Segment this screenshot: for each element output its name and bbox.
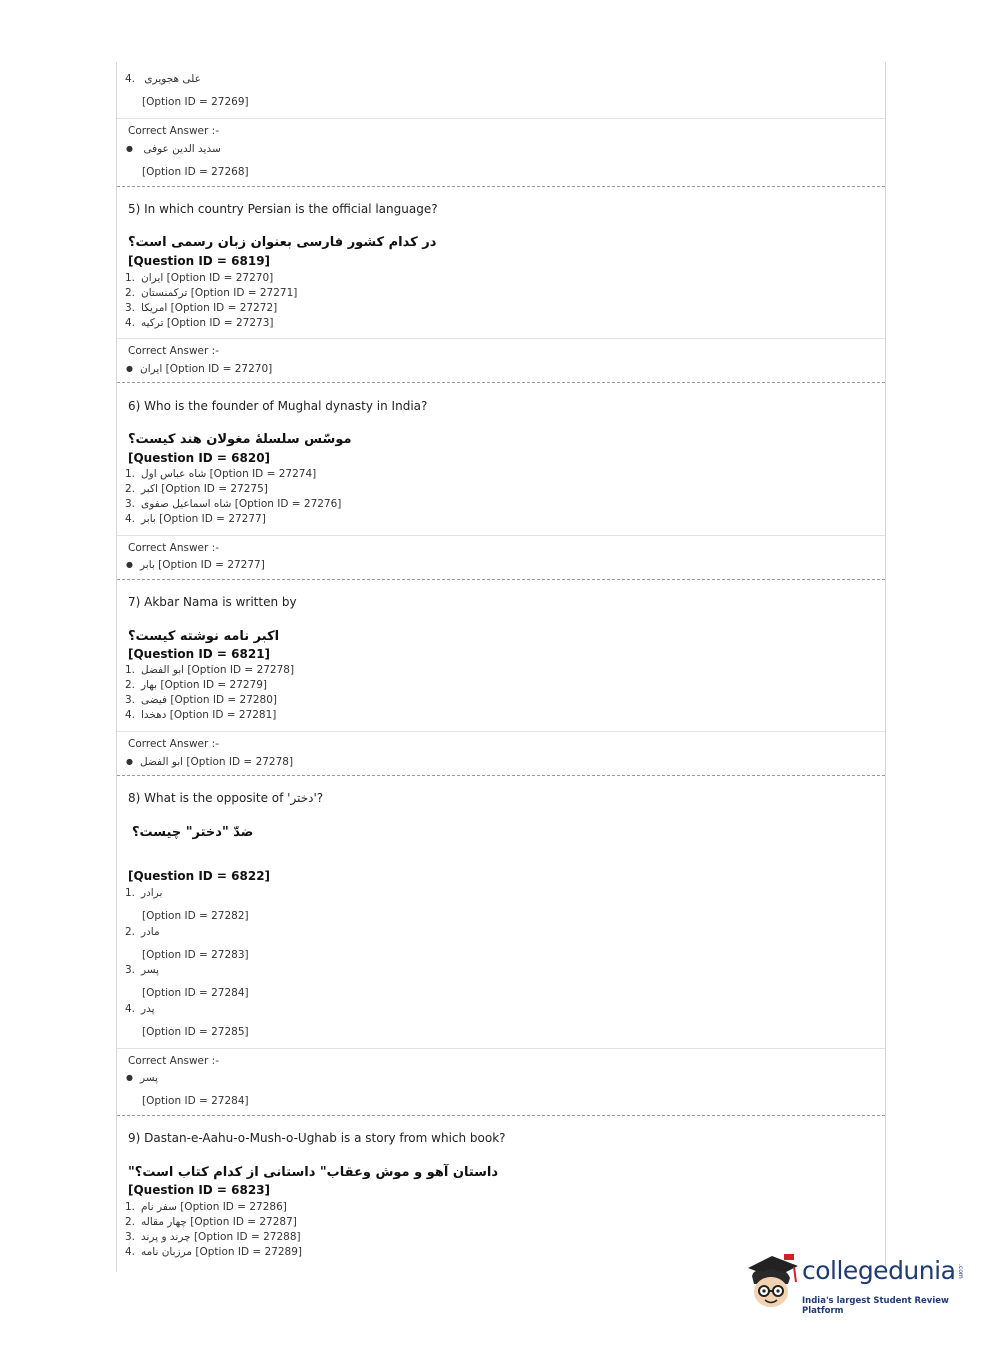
question-8-option-3-id: [Option ID = 27284]	[142, 987, 249, 999]
question-8-id: [Question ID = 6822]	[128, 869, 271, 883]
correct-answer-label: Correct Answer :-	[128, 345, 219, 357]
answer-divider	[117, 1048, 885, 1049]
question-6-persian: موسّس سلسلۀ مغولان هند کیست؟	[128, 432, 352, 447]
question-8-option-1: 1. برادر	[125, 887, 163, 899]
question-9-persian: "داستان آهو و موش وعقاب" داستانی از کدام کتاب است؟	[128, 1165, 499, 1180]
correct-answer: ● سدید الدین عوفی	[126, 143, 221, 155]
question-6-option-3: 3. شاه اسماعیل صفوی [Option ID = 27276]	[125, 498, 342, 510]
question-7-option-2: 2. بهار [Option ID = 27279]	[125, 679, 268, 691]
question-9-option-3: 3. چرند و پرند [Option ID = 27288]	[125, 1231, 301, 1243]
answer-divider	[117, 118, 885, 119]
answer-divider	[117, 731, 885, 732]
mascot-icon	[744, 1250, 802, 1312]
question-6-option-4: 4. بابر [Option ID = 27277]	[125, 513, 266, 525]
question-8-option-4-id: [Option ID = 27285]	[142, 1026, 249, 1038]
question-6-option-1: 1. شاه عباس اول [Option ID = 27274]	[125, 468, 317, 480]
question-5-option-4: 4. ترکیه [Option ID = 27273]	[125, 317, 274, 329]
question-7-persian: اکبر نامه نوشته کیست؟	[128, 629, 280, 644]
correct-answer-label: Correct Answer :-	[128, 125, 219, 137]
question-8-option-2-id: [Option ID = 27283]	[142, 949, 249, 961]
answer-divider	[117, 535, 885, 536]
question-9-option-2: 2. چهار مقاله [Option ID = 27287]	[125, 1216, 297, 1228]
question-5-title: 5) In which country Persian is the official language?	[128, 202, 438, 216]
question-6-option-2: 2. اکبر [Option ID = 27275]	[125, 483, 268, 495]
bullet-icon: ●	[126, 364, 133, 373]
bullet-icon: ●	[126, 757, 133, 766]
logo-com: .com	[957, 1264, 964, 1279]
correct-answer: ● بابر [Option ID = 27277]	[126, 559, 265, 571]
prev-option-4-id: [Option ID = 27269]	[142, 96, 249, 108]
correct-answer: ● پسر	[126, 1072, 159, 1084]
question-8-option-4: 4. پدر	[125, 1003, 155, 1015]
question-5-persian: در کدام کشور فارسی بعنوان زبان رسمی است؟	[128, 235, 437, 250]
correct-answer-id: [Option ID = 27268]	[142, 166, 249, 178]
question-8-option-1-id: [Option ID = 27282]	[142, 910, 249, 922]
collegedunia-logo	[744, 1250, 974, 1316]
question-7-id: [Question ID = 6821]	[128, 647, 271, 661]
bullet-icon: ●	[126, 560, 133, 569]
question-7-title: 7) Akbar Nama is written by	[128, 595, 297, 609]
logo-tagline: India's largest Student Review Platform	[802, 1296, 949, 1316]
question-9-title: 9) Dastan-e-Aahu-o-Mush-o-Ughab is a story from which book?	[128, 1131, 506, 1145]
question-5-id: [Question ID = 6819]	[128, 254, 271, 268]
question-6-title: 6) Who is the founder of Mughal dynasty in India?	[128, 399, 428, 413]
question-7-option-3: 3. فیضی [Option ID = 27280]	[125, 694, 278, 706]
question-5-option-3: 3. امریکا [Option ID = 27272]	[125, 302, 278, 314]
question-8-option-2: 2. مادر	[125, 926, 160, 938]
question-divider	[117, 1115, 885, 1116]
question-6-id: [Question ID = 6820]	[128, 451, 271, 465]
question-divider	[117, 186, 885, 187]
correct-answer: ● ایران [Option ID = 27270]	[126, 363, 273, 375]
question-7-option-4: 4. دهخدا [Option ID = 27281]	[125, 709, 277, 721]
question-7-option-1: 1. ابو الفضل [Option ID = 27278]	[125, 664, 295, 676]
question-8-persian: ضدّ "دختر" چیست؟	[132, 825, 254, 840]
question-9-option-1: 1. سفر نام [Option ID = 27286]	[125, 1201, 287, 1213]
question-9-id: [Question ID = 6823]	[128, 1183, 271, 1197]
correct-answer-label: Correct Answer :-	[128, 1055, 219, 1067]
correct-answer-id: [Option ID = 27284]	[142, 1095, 249, 1107]
prev-option-4: 4. علی هجویری	[125, 73, 201, 85]
question-divider	[117, 382, 885, 383]
question-8-title: 8) What is the opposite of 'دختر'?	[128, 791, 324, 805]
bullet-icon: ●	[126, 144, 133, 153]
question-divider	[117, 775, 885, 776]
question-9-option-4: 4. مرزبان نامه [Option ID = 27289]	[125, 1246, 303, 1258]
question-8-option-3: 3. پسر	[125, 964, 160, 976]
exam-page	[116, 62, 886, 1272]
question-5-option-2: 2. ترکمنستان [Option ID = 27271]	[125, 287, 298, 299]
correct-answer-label: Correct Answer :-	[128, 542, 219, 554]
question-divider	[117, 579, 885, 580]
bullet-icon: ●	[126, 1073, 133, 1082]
answer-divider	[117, 338, 885, 339]
question-5-option-1: 1. ایران [Option ID = 27270]	[125, 272, 274, 284]
logo-wordmark: collegedunia	[802, 1256, 956, 1285]
correct-answer-label: Correct Answer :-	[128, 738, 219, 750]
correct-answer: ● ابو الفضل [Option ID = 27278]	[126, 756, 294, 768]
